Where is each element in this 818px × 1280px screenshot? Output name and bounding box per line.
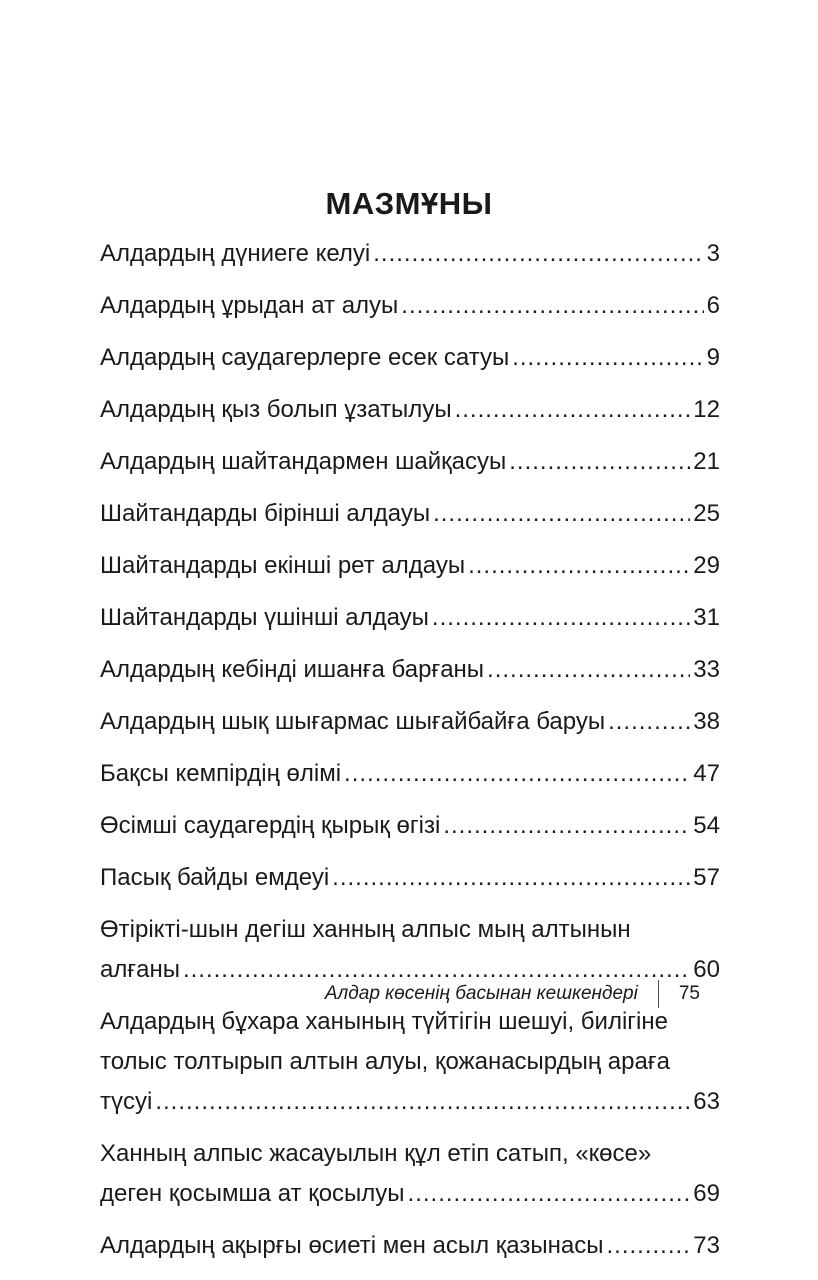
table-of-contents xyxy=(100,234,720,1278)
dot-leader xyxy=(512,338,703,378)
toc-page-number: 60 xyxy=(693,956,720,983)
toc-entry-title-line: алғаны xyxy=(100,956,180,983)
toc-entry-title-line: Пасық байды емдеуі xyxy=(100,864,330,891)
toc-entry-title-line: Алдардың кебінді ишанға барғаны xyxy=(100,656,485,683)
footer-page-number: 75 xyxy=(678,983,700,1004)
toc-entry xyxy=(100,598,720,638)
toc-entry-title-line: түсуі xyxy=(100,1088,153,1115)
dot-leader xyxy=(606,1226,690,1266)
dot-leader xyxy=(332,858,690,898)
toc-page-number: 9 xyxy=(706,344,720,371)
toc-page-number: 63 xyxy=(693,1088,720,1115)
toc-entry-title-line: Алдардың ақырғы өсиеті мен асыл қазынасы xyxy=(100,1232,604,1259)
dot-leader xyxy=(433,494,690,534)
toc-entry-title-line: Алдардың қыз болып ұзатылуы xyxy=(100,396,452,423)
dot-leader xyxy=(344,754,690,794)
dot-leader xyxy=(509,442,690,482)
toc-page-number: 3 xyxy=(706,240,720,267)
toc-entry xyxy=(100,1134,720,1214)
dot-leader xyxy=(401,286,703,326)
toc-entry xyxy=(100,650,720,690)
dot-leader xyxy=(455,390,691,430)
toc-entry xyxy=(100,1226,720,1266)
toc-entry-title-line: Бақсы кемпірдің өлімі xyxy=(100,760,342,787)
dot-leader xyxy=(408,1174,691,1214)
toc-page-number: 21 xyxy=(693,448,720,475)
toc-entry xyxy=(100,1002,720,1122)
toc-page-number: 33 xyxy=(693,656,720,683)
toc-page-number: 38 xyxy=(693,708,720,735)
toc-entry-title-line: Өсімші саудагердің қырық өгізі xyxy=(100,812,441,839)
toc-entry xyxy=(100,858,720,898)
toc-entry-title-line: Шайтандарды екінші рет алдауы xyxy=(100,552,466,579)
toc-entry xyxy=(100,390,720,430)
toc-entry-title-line: Алдардың дүниеге келуі xyxy=(100,240,371,267)
toc-entry xyxy=(100,546,720,586)
toc-entry xyxy=(100,702,720,742)
page-title: МАЗМҰНЫ xyxy=(325,186,493,221)
toc-entry-title-line: толыс толтырып алтын алуы, қожанасырдың араға xyxy=(100,1048,670,1075)
toc-entry xyxy=(100,754,720,794)
toc-page-number: 57 xyxy=(693,864,720,891)
toc-entry-title-line: Алдардың шайтандармен шайқасуы xyxy=(100,448,507,475)
toc-entry xyxy=(100,806,720,846)
dot-leader xyxy=(155,1082,690,1122)
toc-entry-title-line: Алдардың бұхара ханының түйтігін шешуі, билігіне xyxy=(100,1008,668,1035)
toc-entry xyxy=(100,910,720,990)
toc-page-number: 47 xyxy=(693,760,720,787)
dot-leader xyxy=(443,806,690,846)
toc-page-number: 69 xyxy=(693,1180,720,1207)
toc-entry xyxy=(100,286,720,326)
toc-entry xyxy=(100,494,720,534)
toc-entry-title-line: деген қосымша ат қосылуы xyxy=(100,1180,405,1207)
toc-entry-title-line: Алдардың ұрыдан ат алуы xyxy=(100,292,399,319)
toc-page-number: 25 xyxy=(693,500,720,527)
toc-page-number: 12 xyxy=(693,396,720,423)
toc-entry-title-line: Өтірікті-шын дегіш ханның алпыс мың алтынын xyxy=(100,916,631,943)
page-footer xyxy=(325,980,700,1008)
toc-entry-title-line: Алдардың саудагерлерге есек сатуы xyxy=(100,344,510,371)
dot-leader xyxy=(608,702,690,742)
toc-page-number: 73 xyxy=(693,1232,720,1259)
toc-entry-title-line: Шайтандарды бірінші алдауы xyxy=(100,500,431,527)
dot-leader xyxy=(468,546,690,586)
toc-entry-title-line: Алдардың шық шығармас шығайбайға баруы xyxy=(100,708,606,735)
toc-page-number: 29 xyxy=(693,552,720,579)
dot-leader xyxy=(432,598,690,638)
toc-page-number: 6 xyxy=(706,292,720,319)
toc-entry-title-line: Ханның алпыс жасауылын құл етіп сатып, «көсе» xyxy=(100,1140,652,1167)
toc-page-number: 31 xyxy=(693,604,720,631)
toc-entry xyxy=(100,338,720,378)
toc-entry xyxy=(100,442,720,482)
dot-leader xyxy=(487,650,690,690)
footer-divider xyxy=(658,980,659,1008)
toc-entry-title-line: Шайтандарды үшінші алдауы xyxy=(100,604,429,631)
dot-leader xyxy=(373,234,703,274)
toc-entry xyxy=(100,234,720,274)
toc-page-number: 54 xyxy=(693,812,720,839)
footer-book-title: Алдар көсенің басынан кешкендері xyxy=(324,983,638,1004)
